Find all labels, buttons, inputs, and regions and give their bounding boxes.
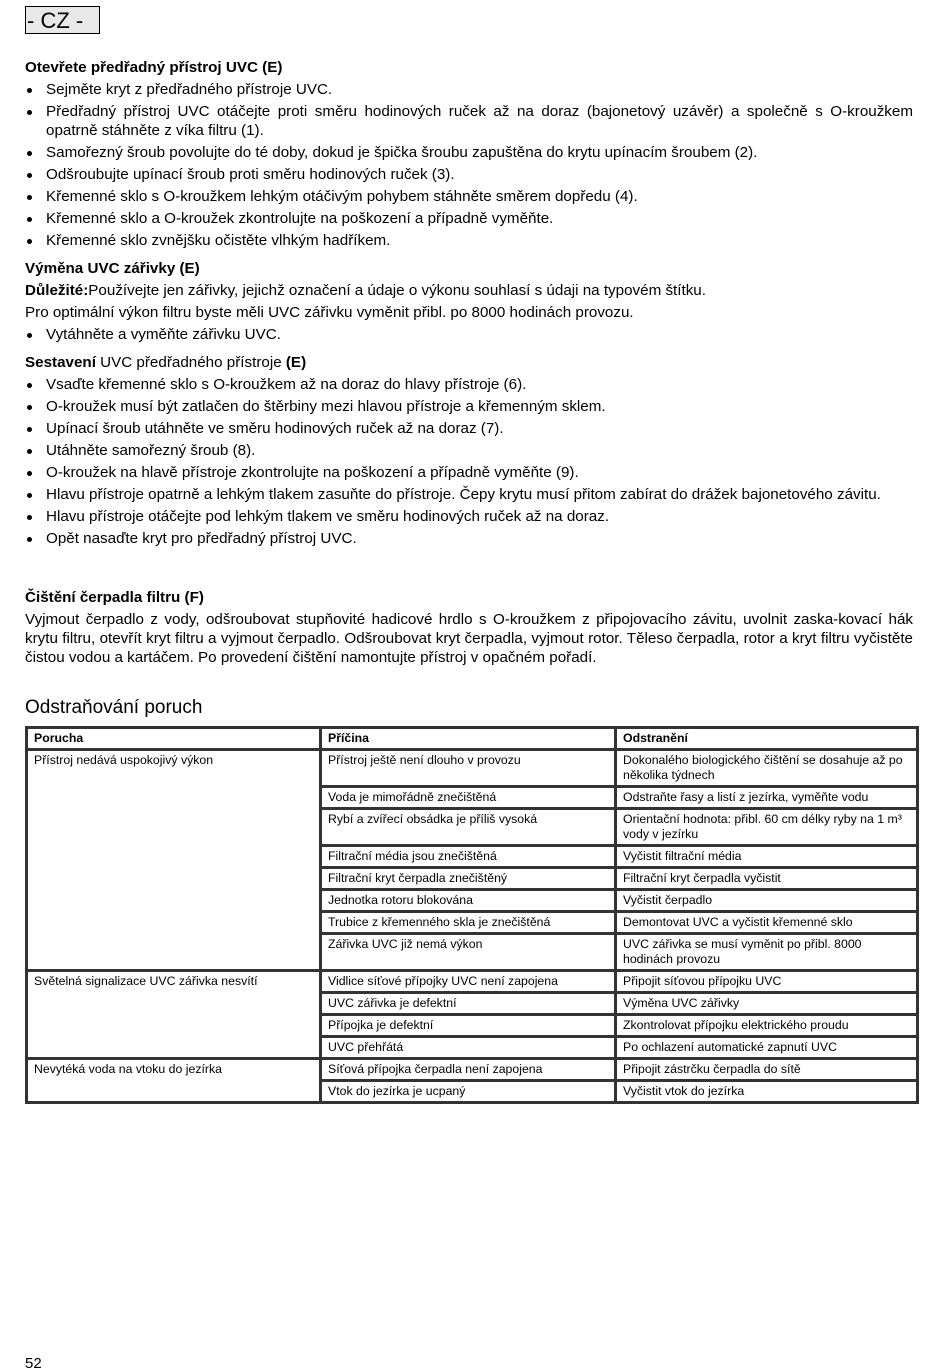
list-item: Opět nasaďte kryt pro předřadný přístroj UVC.	[25, 529, 913, 548]
table-row	[28, 847, 916, 869]
language-label: - CZ -	[25, 6, 100, 34]
important-text: Používejte jen zářivky, jejichž označení a údaje o výkonu souhlasí s údaji na typovém štítku.	[88, 282, 706, 299]
table-row	[28, 913, 916, 935]
table-row	[28, 869, 916, 891]
cause-cell: Zářivka UVC již nemá výkon	[322, 935, 617, 972]
table-header-row	[28, 729, 916, 751]
list-item: Křemenné sklo s O-kroužkem lehkým otáčivým pohybem stáhněte směrem dopředu (4).	[25, 187, 913, 206]
column-header-remedy: Odstranění	[617, 729, 916, 751]
remedy-cell: Po ochlazení automatické zapnutí UVC	[617, 1038, 916, 1060]
fault-cell	[28, 1016, 322, 1038]
fault-cell	[28, 891, 322, 913]
list-item: Upínací šroub utáhněte ve směru hodinových ruček až na doraz (7).	[25, 419, 913, 438]
cause-cell: Přístroj ještě není dlouho v provozu	[322, 751, 617, 788]
table-row	[28, 1060, 916, 1082]
table-row	[28, 994, 916, 1016]
list-item: Předřadný přístroj UVC otáčejte proti směru hodinových ruček až na doraz (bajonetový uzávěr) a společně s O-kroužkem opatrně stáhněte z víka filtru (1).	[25, 102, 913, 140]
cause-cell: Přípojka je defektní	[322, 1016, 617, 1038]
remedy-cell: UVC zářivka se musí vyměnit po přibl. 8000 hodinách provozu	[617, 935, 916, 972]
title-normal: UVC předřadného přístroje	[95, 354, 286, 371]
list-item: Samořezný šroub povolujte do té doby, dokud je špička šroubu zapuštěna do krytu upínacím šroubem (2).	[25, 143, 913, 162]
list-item: Odšroubujte upínací šroub proti směru hodinových ruček (3).	[25, 165, 913, 184]
fault-cell	[28, 810, 322, 847]
section-title: Výměna UVC zářivky (E)	[25, 260, 200, 277]
cause-cell: UVC přehřátá	[322, 1038, 617, 1060]
cause-cell: Voda je mimořádně znečištěná	[322, 788, 617, 810]
instruction-list	[25, 325, 913, 344]
section-pump-cleaning	[25, 588, 913, 667]
list-item: Vsaďte křemenné sklo s O-kroužkem až na doraz do hlavy přístroje (6).	[25, 375, 913, 394]
list-item: Křemenné sklo zvnějšku očistěte vlhkým hadříkem.	[25, 231, 913, 250]
fault-cell: Přístroj nedává uspokojivý výkon	[28, 751, 322, 788]
cause-cell: Filtrační média jsou znečištěná	[322, 847, 617, 869]
cause-cell: UVC zářivka je defektní	[322, 994, 617, 1016]
column-header-fault: Porucha	[28, 729, 322, 751]
title-suffix: (E)	[285, 354, 307, 371]
list-item: Hlavu přístroje otáčejte pod lehkým tlakem ve směru hodinových ruček až na doraz.	[25, 507, 913, 526]
fault-cell	[28, 869, 322, 891]
troubleshooting-title: Odstraňování poruch	[25, 697, 203, 718]
table-row	[28, 1016, 916, 1038]
remedy-cell: Odstraňte řasy a listí z jezírka, vyměňte vodu	[617, 788, 916, 810]
table-row	[28, 1082, 916, 1101]
important-label: Důležité:	[25, 282, 89, 299]
cause-cell: Jednotka rotoru blokována	[322, 891, 617, 913]
column-header-cause: Příčina	[322, 729, 617, 751]
table-row	[28, 751, 916, 788]
fault-cell	[28, 847, 322, 869]
fault-cell	[28, 1082, 322, 1101]
section-title	[25, 353, 913, 372]
remedy-cell: Připojit síťovou přípojku UVC	[617, 972, 916, 994]
remedy-cell: Zkontrolovat přípojku elektrického proudu	[617, 1016, 916, 1038]
remedy-cell: Vyčistit čerpadlo	[617, 891, 916, 913]
remedy-cell: Vyčistit filtrační média	[617, 847, 916, 869]
list-item: Vytáhněte a vyměňte zářivku UVC.	[25, 325, 913, 344]
list-item: Hlavu přístroje opatrně a lehkým tlakem zasuňte do přístroje. Čepy krytu musí přitom zabírat do drážek bajonetového závitu.	[25, 485, 913, 504]
fault-cell	[28, 788, 322, 810]
table-row	[28, 788, 916, 810]
pump-cleaning-text: Vyjmout čerpadlo z vody, odšroubovat stupňovité hadicové hrdlo s O-kroužkem z připojovacího závitu, uvolnit zaska-kovací hák krytu filtru, otevřít kryt filtru a vyjmout čerpadlo. Odšroubovat kryt čerpadla, vyjmout rotor. Těleso čerpadla, rotor a kryt filtru vyčistěte čistou vodou a kartáčem. Po provedení čištění namontujte přístroj v opačném pořadí.	[25, 611, 913, 666]
page-number: 52	[25, 1355, 42, 1372]
cause-cell: Síťová přípojka čerpadla není zapojena	[322, 1060, 617, 1082]
lamp-note: Pro optimální výkon filtru byste měli UVC zářivku vyměnit přibl. po 8000 hodinách provozu.	[25, 304, 634, 321]
remedy-cell: Vyčistit vtok do jezírka	[623, 1084, 745, 1098]
fault-cell	[28, 994, 322, 1016]
remedy-cell: Dokonalého biologického čištění se dosahuje až po několika týdnech	[617, 751, 916, 788]
remedy-cell: Výměna UVC zářivky	[617, 994, 916, 1016]
instruction-list	[25, 80, 913, 250]
remedy-cell: Orientační hodnota: přibl. 60 cm délky ryby na 1 m³ vody v jezírku	[617, 810, 916, 847]
fault-cell	[28, 935, 322, 972]
list-item: O-kroužek musí být zatlačen do štěrbiny mezi hlavou přístroje a křemenným sklem.	[25, 397, 913, 416]
page-content	[25, 58, 913, 1104]
table-row	[28, 1038, 916, 1060]
remedy-cell: Filtrační kryt čerpadla vyčistit	[617, 869, 916, 891]
cause-cell: Rybí a zvířecí obsádka je příliš vysoká	[322, 810, 617, 847]
list-item: O-kroužek na hlavě přístroje zkontrolujte na poškození a případně vyměňte (9).	[25, 463, 913, 482]
cause-cell: Trubice z křemenného skla je znečištěná	[322, 913, 617, 935]
section-open-uvc	[25, 58, 913, 250]
instruction-list	[25, 375, 913, 548]
troubleshooting-table	[25, 726, 919, 1104]
list-item: Křemenné sklo a O-kroužek zkontrolujte na poškození a případně vyměňte.	[25, 209, 913, 228]
cause-cell: Vtok do jezírka je ucpaný	[322, 1082, 617, 1101]
section-assembly	[25, 353, 913, 548]
table-row	[28, 891, 916, 913]
fault-cell: Světelná signalizace UVC zářivka nesvítí	[28, 972, 322, 994]
list-item: Utáhněte samořezný šroub (8).	[25, 441, 913, 460]
fault-cell	[28, 1038, 322, 1060]
section-title: Otevřete předřadný přístroj UVC (E)	[25, 59, 283, 76]
table-row	[28, 972, 916, 994]
remedy-cell: Připojit zástrčku čerpadla do sítě	[617, 1060, 916, 1082]
important-note	[25, 281, 913, 300]
list-item: Sejměte kryt z předřadného přístroje UVC.	[25, 80, 913, 99]
cause-cell: Filtrační kryt čerpadla znečištěný	[322, 869, 617, 891]
fault-cell	[28, 913, 322, 935]
section-title: Čištění čerpadla filtru (F)	[25, 589, 204, 606]
fault-cell: Nevytéká voda na vtoku do jezírka	[28, 1060, 322, 1082]
table-row	[28, 810, 916, 847]
remedy-cell: Demontovat UVC a vyčistit křemenné sklo	[617, 913, 916, 935]
title-bold: Sestavení	[25, 354, 96, 371]
table-row	[28, 935, 916, 972]
section-lamp-replacement	[25, 259, 913, 344]
cause-cell: Vidlice síťové přípojky UVC není zapojena	[322, 972, 617, 994]
